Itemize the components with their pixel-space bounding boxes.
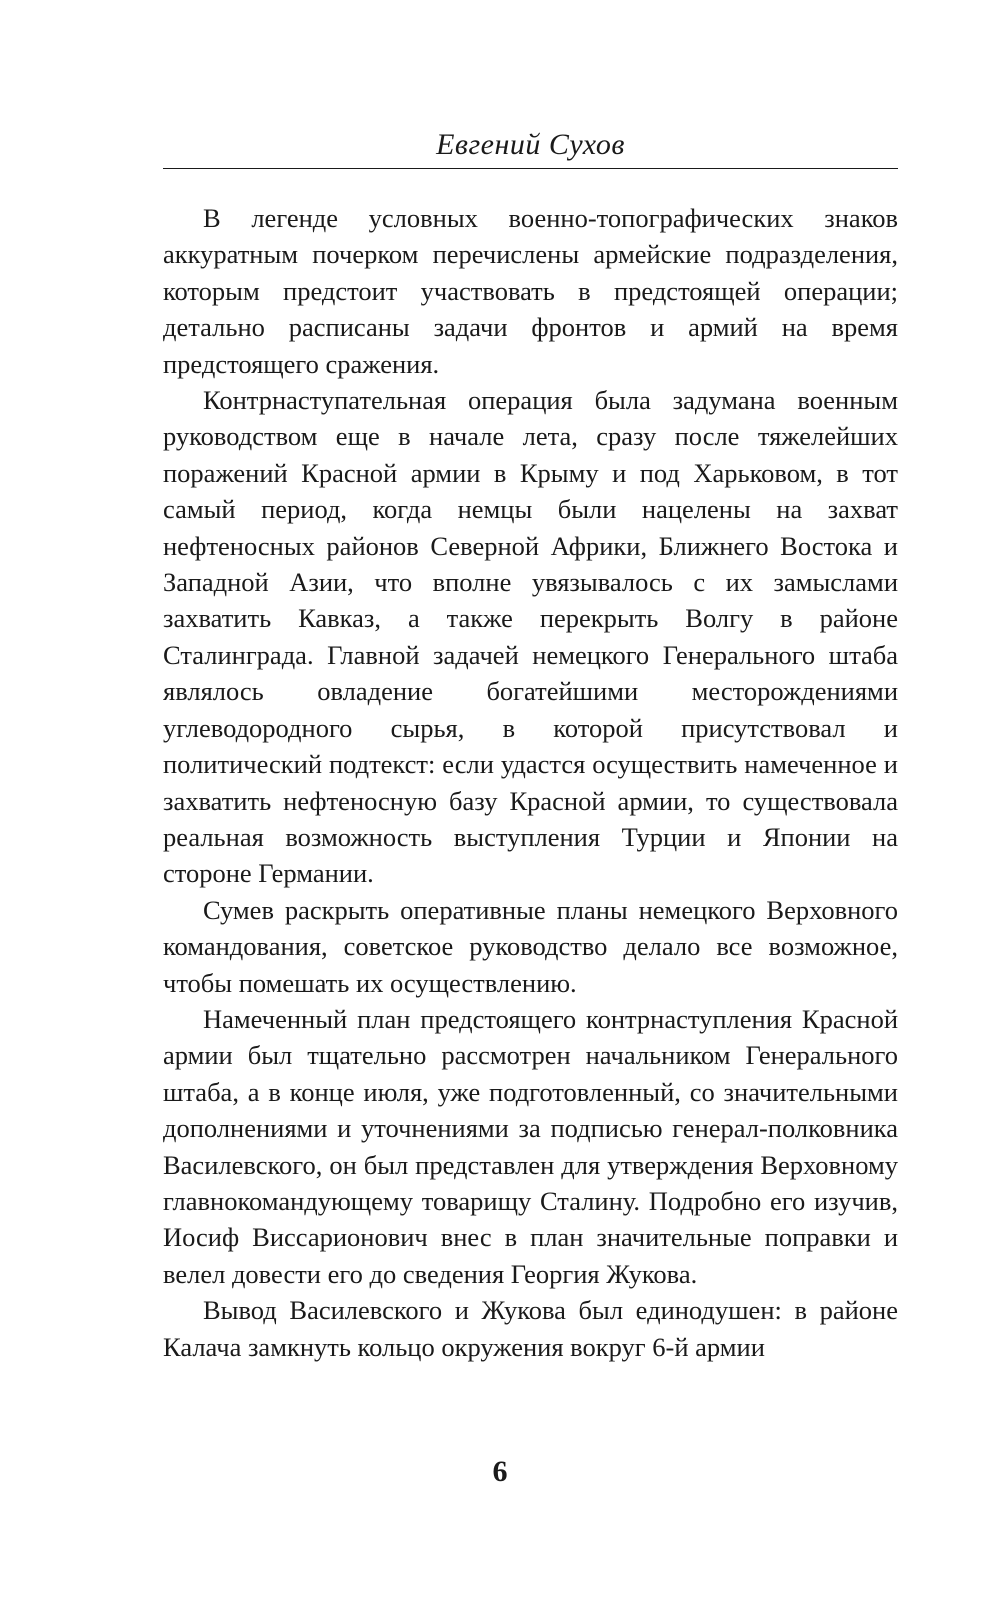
paragraph: В легенде условных военно-топографических знаков аккуратным почерком перечислены армейские подразделения, которым предстоит участвовать в предстоящей операции; детально расписаны задачи фронтов и армий на время предстоящего сражения. [163, 203, 898, 379]
paragraph: Сумев раскрыть оперативные планы немецкого Верховного командования, советское руководство делало все возможное, чтобы помешать их осуществлению. [163, 894, 898, 998]
header-rule [163, 168, 898, 169]
paragraph: Вывод Василевского и Жукова был единодушен: в районе Калача замкнуть кольцо окружения вокруг 6-й армии [163, 1295, 898, 1362]
body-text [163, 200, 898, 1365]
page-number: 6 [492, 1455, 508, 1488]
paragraph: Намеченный план предстоящего контрнаступления Красной армии был тщательно рассмотрен начальником Генерального штаба, а в конце июля, уже подготовленный, со значительными дополнениями и уточнениями за подписью генерал-полковника Василевского, он был представлен для утверждения Верховному главнокомандующему товарищу Сталину. Подробно его изучив, Иосиф Виссарионович внес в план значительные поправки и велел довести его до сведения Георгия Жукова. [163, 1003, 898, 1289]
running-head-author: Евгений Сухов [436, 128, 625, 161]
paragraph: Контрнаступательная операция была задумана военным руководством еще в начале лета, сразу после тяжелейших поражений Красной армии в Крыму и под Харьковом, в тот самый период, когда немцы были нацелены на захват нефтеносных районов Северной Африки, Ближнего Востока и Западной Азии, что вполне увязывалось с их замыслами захватить Кавказ, а также перекрыть Волгу в районе Сталинграда. Главной задачей немецкого Генерального штаба являлось овладение богатейшими месторождениями углеводородного сырья, в которой присутствовал и политический подтекст: если удастся осуществить намеченное и захватить нефтеносную базу Красной армии, то существовала реальная возможность выступления Турции и Японии на стороне Германии. [163, 385, 898, 889]
